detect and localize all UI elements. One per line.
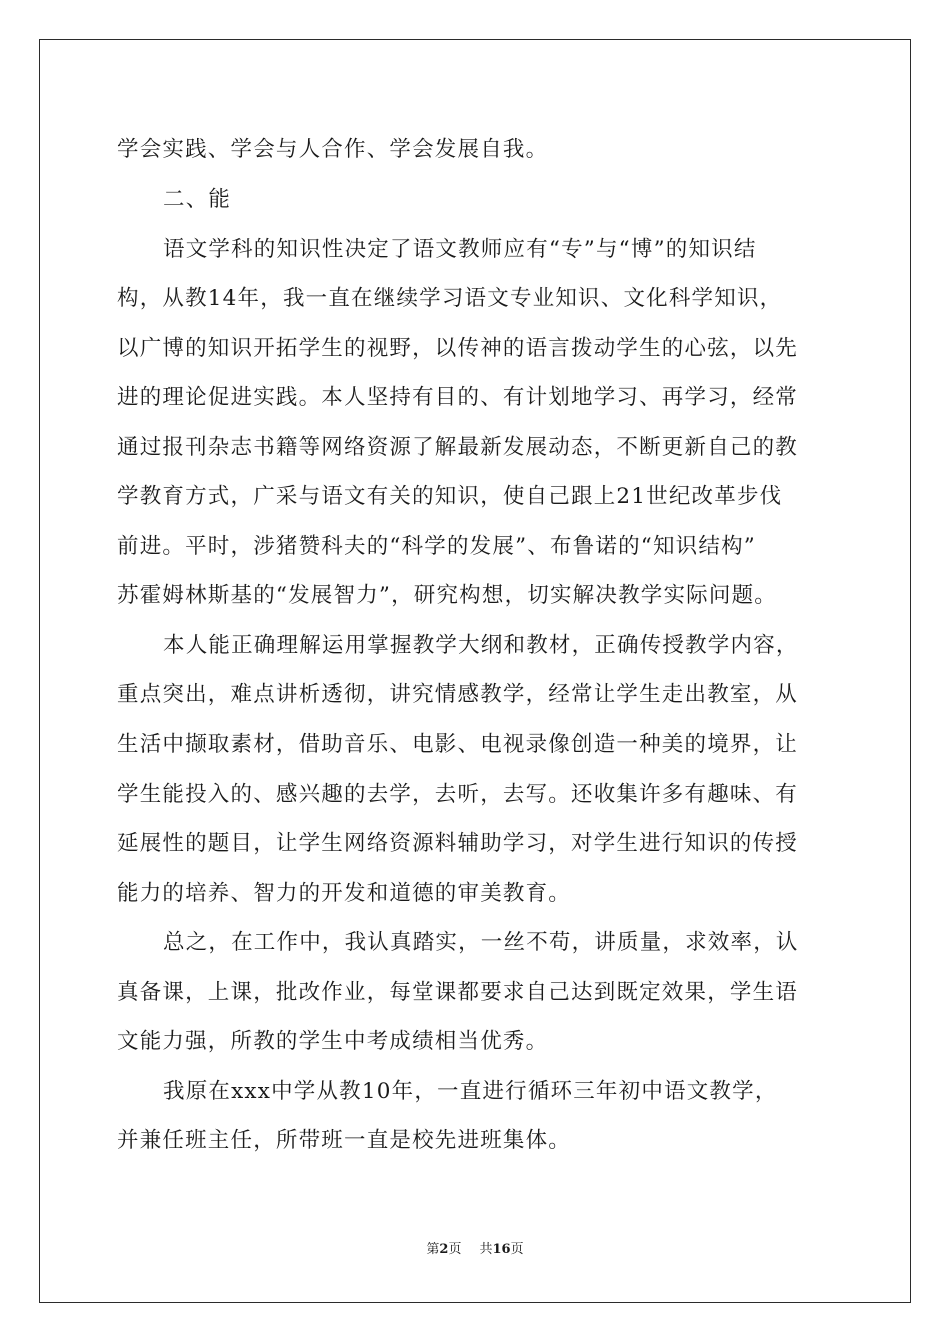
text-line: 我原在xxx中学从教10年，一直进行循环三年初中语文教学，: [163, 1079, 778, 1104]
text-line: 本人能正确理解运用掌握教学大纲和教材，正确传授教学内容，: [163, 633, 799, 658]
section-heading: 二、能: [163, 187, 232, 212]
total-pages: 16: [492, 1242, 511, 1257]
page-footer: [0, 1241, 950, 1259]
page-suffix: 页: [448, 1242, 462, 1257]
text-line: 语文学科的知识性决定了语文教师应有“专”与“博”的知识结: [163, 237, 757, 262]
text-line: 延展性的题目，让学生网络资源料辅助学习，对学生进行知识的传授: [117, 831, 799, 856]
text-line: 重点突出，难点讲析透彻，讲究情感教学，经常让学生走出教室，从: [117, 682, 799, 707]
total-prefix: 共: [479, 1242, 493, 1257]
text-line: 学教育方式，广采与语文有关的知识，使自己跟上21世纪改革步伐: [117, 484, 783, 509]
text-line: 学会实践、学会与人合作、学会发展自我。: [117, 137, 549, 162]
text-line: 通过报刊杂志书籍等网络资源了解最新发展动态，不断更新自己的教: [117, 435, 799, 460]
total-suffix: 页: [510, 1242, 524, 1257]
text-line: 学生能投入的、感兴趣的去学，去听，去写。还收集许多有趣味、有: [117, 782, 799, 807]
text-line: 以广博的知识开拓学生的视野，以传神的语言拨动学生的心弦，以先: [117, 336, 799, 361]
text-line: 构，从教14年，我一直在继续学习语文专业知识、文化科学知识，: [117, 286, 783, 311]
text-line: 生活中撷取素材，借助音乐、电影、电视录像创造一种美的境界，让: [117, 732, 799, 757]
text-line: 总之，在工作中，我认真踏实，一丝不苟，讲质量，求效率，认: [163, 930, 799, 955]
text-line: 前进。平时，涉猪赞科夫的“科学的发展”、布鲁诺的“知识结构”: [117, 534, 756, 559]
text-line: 苏霍姆林斯基的“发展智力”，研究构想，切实解决教学实际问题。: [117, 583, 777, 608]
text-line: 能力的培养、智力的开发和道德的审美教育。: [117, 881, 572, 906]
page-number: 2: [439, 1242, 449, 1257]
text-line: 真备课，上课，批改作业，每堂课都要求自己达到既定效果，学生语: [117, 980, 799, 1005]
text-line: 并兼任班主任，所带班一直是校先进班集体。: [117, 1128, 572, 1153]
page-prefix: 第: [426, 1242, 440, 1257]
page-border: [39, 39, 911, 1303]
text-line: 文能力强，所教的学生中考成绩相当优秀。: [117, 1029, 549, 1054]
text-line: 进的理论促进实践。本人坚持有目的、有计划地学习、再学习，经常: [117, 385, 799, 410]
